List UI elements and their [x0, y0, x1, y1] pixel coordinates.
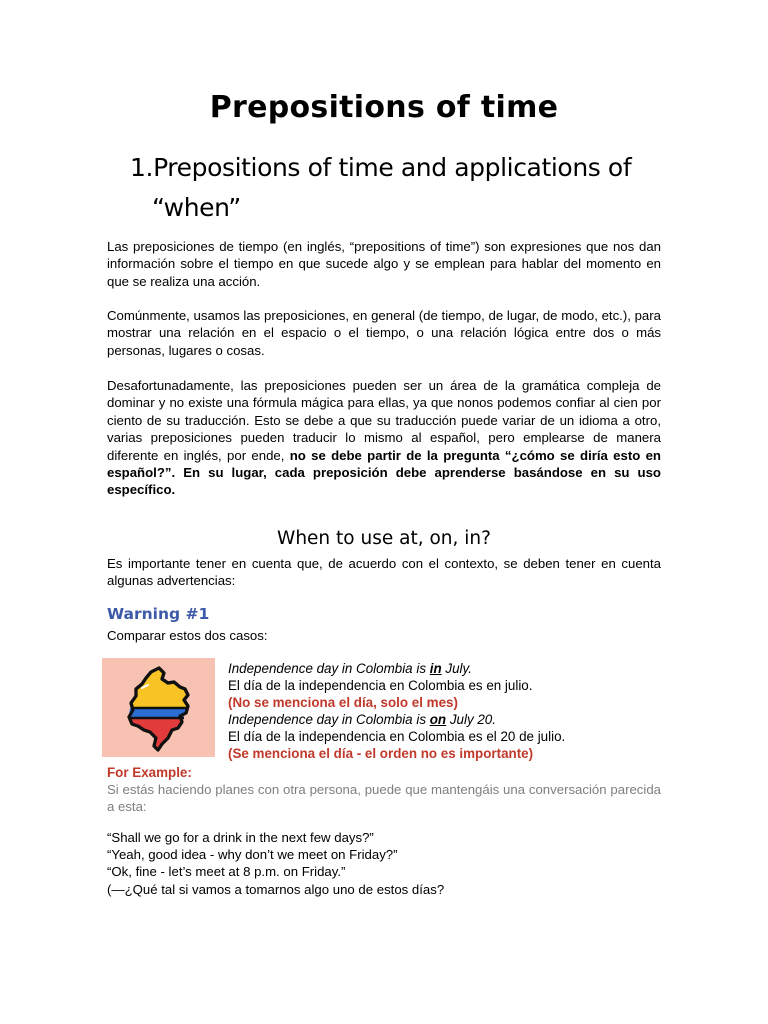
warning-title: Warning #1 — [107, 605, 210, 623]
for-example-label: For Example: — [107, 765, 192, 780]
example-2-note: (Se menciona el día - el orden no es importante) — [228, 746, 534, 761]
paragraph-caution — [107, 377, 661, 499]
section-heading-when: When to use at, on, in? — [277, 528, 491, 549]
dialog-line: (—¿Qué tal si vamos a tomarnos algo uno de estos días? — [107, 881, 445, 897]
example-2-text: Independence day in Colombia is — [228, 712, 430, 727]
colombia-map-panel — [102, 658, 215, 757]
example-block — [228, 660, 668, 762]
example-2-english — [228, 711, 668, 728]
example-2-preposition: on — [429, 712, 447, 727]
example-1-english — [228, 660, 668, 677]
heading-number: 1. — [130, 153, 154, 182]
dialog-line: “Shall we go for a drink in the next few days?” — [107, 830, 374, 845]
example-2-date: July 20. — [446, 712, 496, 727]
colombia-map-flag-icon — [102, 658, 215, 757]
dialog-block — [107, 829, 667, 898]
for-example-text: Si estás haciendo planes con otra persona, puede que mantengáis una conversación parecida a esta: — [107, 782, 661, 815]
paragraph-usage: Comúnmente, usamos las preposiciones, en general (de tiempo, de lugar, de modo, etc.), para mostrar una relación en el espacio o el tiempo, o una relación lógica entre dos o más personas, lugares o cosas. — [107, 308, 661, 358]
example-2-spanish: El día de la independencia en Colombia es el 20 de julio. — [228, 729, 566, 744]
example-1-spanish: El día de la independencia en Colombia es en julio. — [228, 678, 533, 693]
page-title: Prepositions of time — [209, 90, 559, 125]
example-1-note: (No se menciona el día, solo el mes) — [228, 695, 458, 710]
section-heading-1 — [130, 148, 690, 228]
dialog-line: “Yeah, good idea - why don’t we meet on Friday?” — [107, 847, 398, 863]
warning-intro: Comparar estos dos casos: — [107, 628, 268, 643]
dialog-line: “Ok, fine - let’s meet at 8 p.m. on Friday.” — [107, 864, 346, 880]
paragraph-caution-bold: no se debe partir de la pregunta “¿cómo se diría esto en español?”. En su lugar, cada preposición debe aprenderse basándose en su uso específico. — [107, 447, 661, 498]
example-1-text: Independence day in Colombia is — [228, 661, 430, 676]
paragraph-caution-text: Desafortunadamente, las preposiciones pueden ser un área de la gramática compleja de dominar y no existe una fórmula mágica para ellas, ya que nonos podemos confiar al cien por ciento de su traducción. Esto se debe a que su traducción puede variar de un idioma a otro, varias preposiciones pueden traducir lo mismo al español, pero emplearse de manera diferente en inglés, por ende, — [107, 378, 661, 463]
heading-text-line1: Prepositions of time and applications of — [153, 153, 632, 182]
heading-text-line2: “when” — [152, 193, 241, 222]
section-intro: Es importante tener en cuenta que, de acuerdo con el contexto, se deben tener en cuenta algunas advertencias: — [107, 556, 661, 589]
paragraph-intro: Las preposiciones de tiempo (en inglés, “prepositions of time”) son expresiones que nos dan información sobre el tiempo en que sucede algo y se emplean para hablar del momento en que se realiza una acción. — [107, 239, 661, 289]
example-1-month: July. — [441, 661, 472, 676]
example-1-preposition: in — [429, 661, 442, 676]
